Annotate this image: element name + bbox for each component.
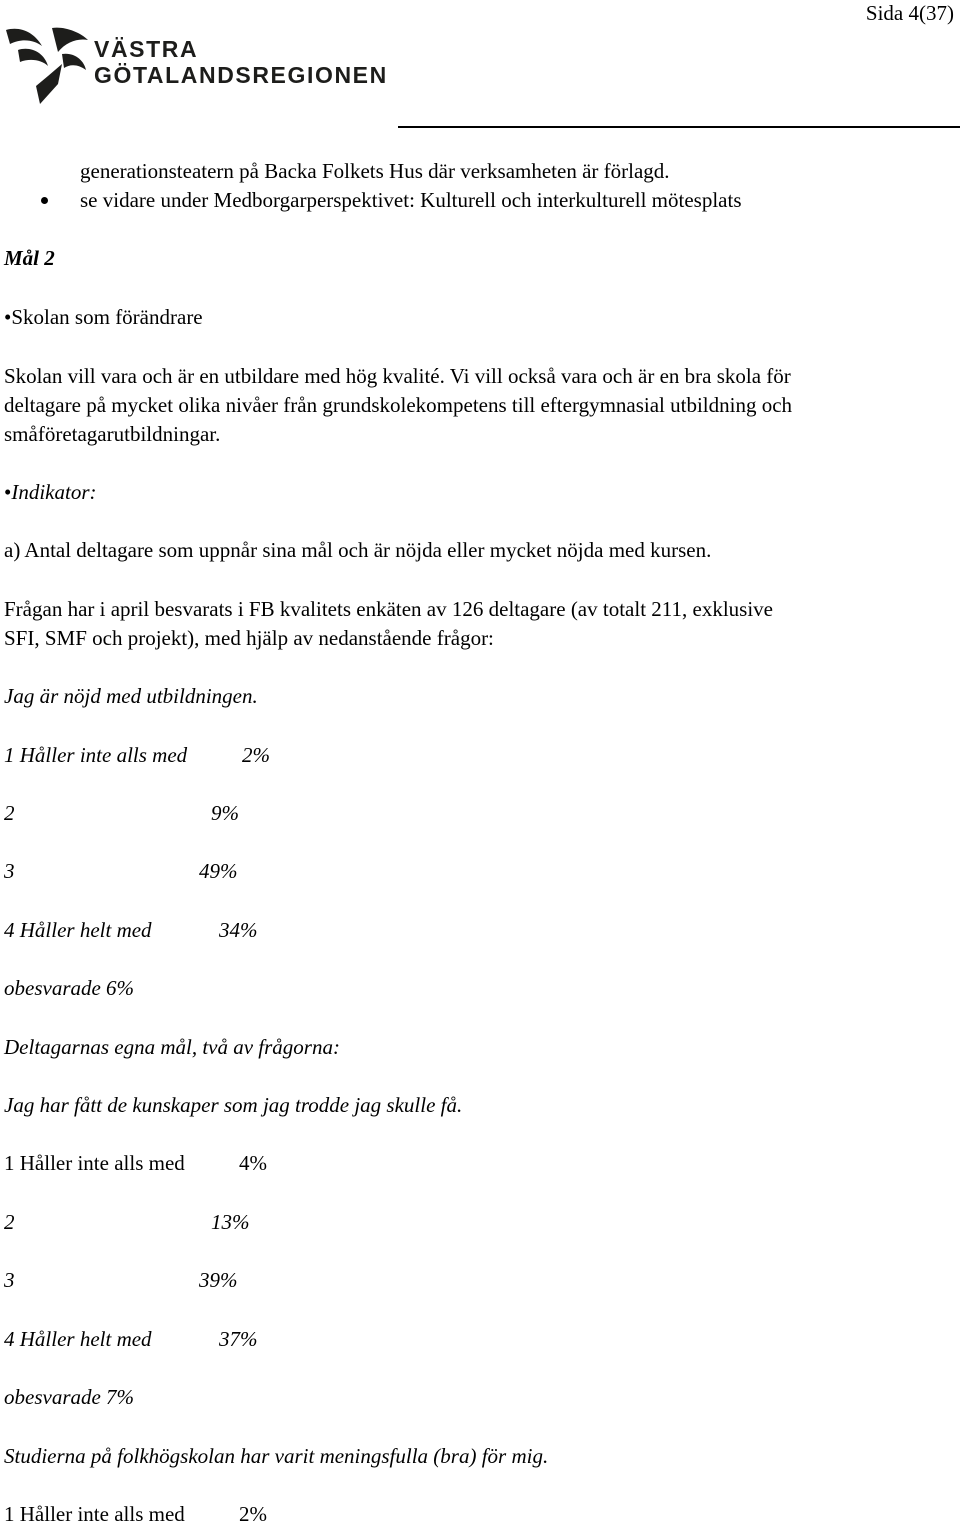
answer-value: 37%	[219, 1327, 258, 1351]
question-3: Studierna på folkhögskolan har varit meningsfulla (bra) för mig.	[4, 1444, 549, 1468]
answer-label: 3	[4, 1268, 15, 1292]
answer-label: 2	[4, 1210, 15, 1234]
bullet-icon	[41, 197, 48, 204]
answer-value: 13%	[211, 1210, 250, 1234]
answer-label: 2	[4, 801, 15, 825]
answer-value: 9%	[211, 801, 239, 825]
unanswered: obesvarade 6%	[4, 976, 135, 1000]
answer-label: 1 Håller inte alls med	[4, 743, 188, 767]
goal-subheading: •Skolan som förändrare	[4, 305, 203, 329]
paragraph-line: Skolan vill vara och är en utbildare med hög kvalité. Vi vill också vara och är en bra skola för	[4, 364, 791, 388]
goal-heading: Mål 2	[4, 246, 55, 270]
paragraph-line: Frågan har i april besvarats i FB kvalitets enkäten av 126 deltagare (av totalt 211, exklusive	[4, 597, 773, 621]
indicator-a: a) Antal deltagare som uppnår sina mål och är nöjda eller mycket nöjda med kursen.	[4, 538, 712, 562]
header-divider	[398, 126, 960, 128]
paragraph-line: småföretagarutbildningar.	[4, 422, 221, 446]
list-item: se vidare under Medborgarperspektivet: Kulturell och interkulturell mötesplats	[80, 188, 742, 212]
answer-value: 39%	[199, 1268, 238, 1292]
list-continuation: generationsteatern på Backa Folkets Hus där verksamheten är förlagd.	[80, 159, 670, 183]
logo-text-line2: GÖTALANDSREGIONEN	[94, 62, 388, 88]
answer-label: 1 Håller inte alls med	[4, 1151, 185, 1175]
answer-label: 4 Håller helt med	[4, 918, 152, 942]
paragraph-line: SFI, SMF och projekt), med hjälp av nedanstående frågor:	[4, 626, 494, 650]
question-1: Jag är nöjd med utbildningen.	[4, 684, 258, 708]
indicator-bullet: •	[4, 480, 12, 504]
page-number: Sida 4(37)	[865, 1, 954, 25]
answer-value: 2%	[239, 1502, 267, 1526]
indicator-label: Indikator:	[11, 480, 97, 504]
answer-label: 4 Håller helt med	[4, 1327, 152, 1351]
survey-paragraph	[4, 595, 773, 653]
answer-value: 4%	[239, 1151, 267, 1175]
goal-paragraph	[4, 362, 792, 449]
paragraph-line: deltagare på mycket olika nivåer från grundskolekompetens till eftergymnasial utbildning och	[4, 393, 793, 417]
answer-value: 34%	[219, 918, 258, 942]
vgr-logo-icon	[4, 24, 88, 106]
answer-value: 2%	[242, 743, 270, 767]
logo-text-line1: VÄSTRA	[94, 36, 199, 62]
question-2: Jag har fått de kunskaper som jag trodde jag skulle få.	[4, 1093, 463, 1117]
answer-value: 49%	[199, 859, 238, 883]
organization-logo	[4, 24, 388, 106]
answer-label: 1 Håller inte alls med	[4, 1502, 185, 1526]
indicator-heading	[4, 482, 97, 503]
unanswered: obesvarade 7%	[4, 1385, 135, 1409]
goals-intro: Deltagarnas egna mål, två av frågorna:	[4, 1035, 340, 1059]
answer-label: 3	[4, 859, 15, 883]
